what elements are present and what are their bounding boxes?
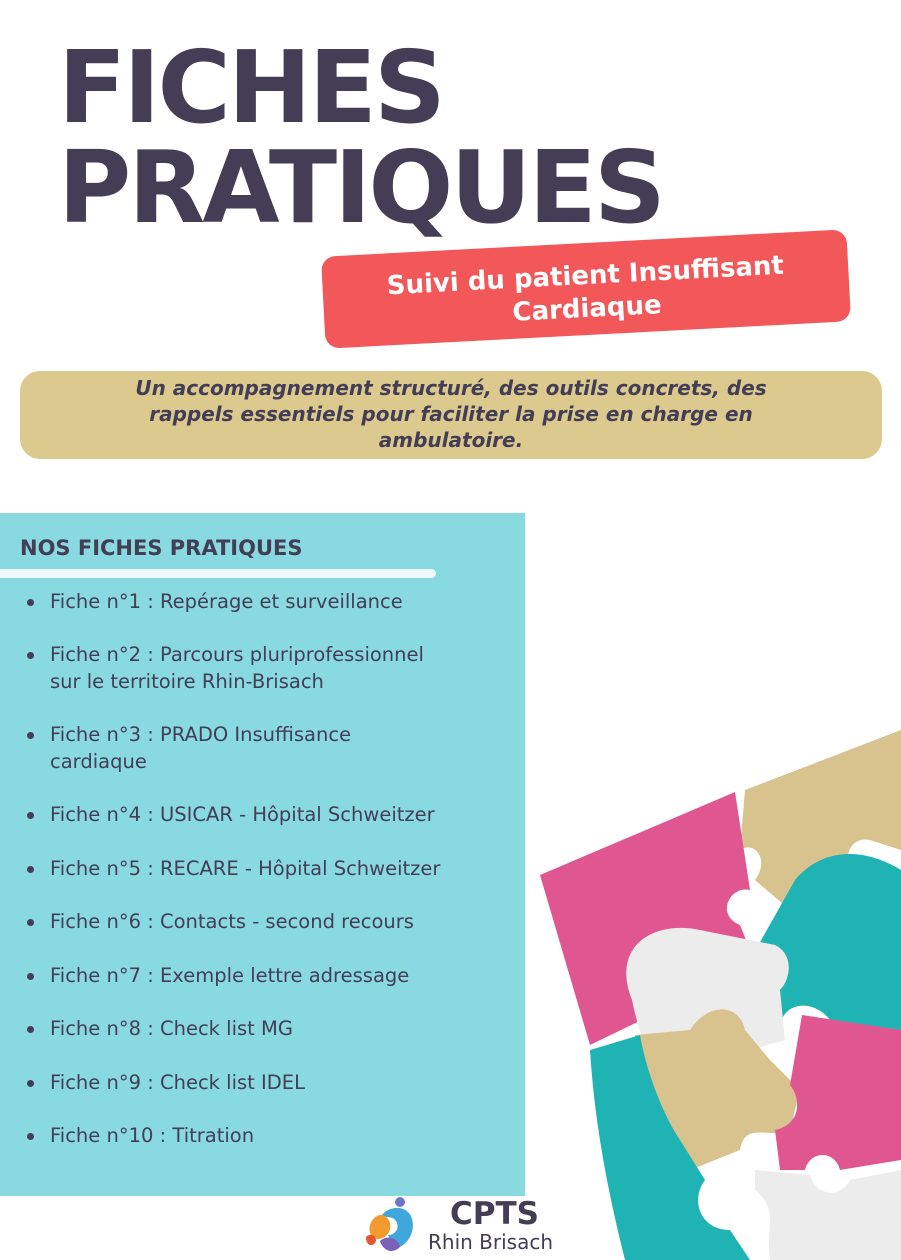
fiche-item-text: Fiche n°9 : Check list IDEL: [50, 1071, 305, 1094]
panel-heading: NOS FICHES PRATIQUES: [20, 536, 303, 560]
intro-box: [20, 371, 882, 459]
fiche-item-1: [50, 588, 510, 615]
intro-line-2: rappels essentiels pour faciliter la prise en charge en: [149, 402, 753, 426]
fiche-item-4: [50, 801, 510, 828]
cpts-logo: [360, 1193, 580, 1257]
subtitle-line-1: Suivi du patient Insuffisant: [386, 250, 785, 302]
fiche-item-2: [50, 641, 510, 695]
page-title: [58, 29, 663, 246]
fiche-item-5: [50, 855, 510, 882]
logo-name: CPTS: [450, 1196, 539, 1232]
fiches-list: [0, 513, 525, 1196]
subtitle-badge: [321, 229, 851, 348]
fiche-item-text: sur le territoire Rhin-Brisach: [50, 670, 324, 693]
fiche-item-text: Fiche n°10 : Titration: [50, 1124, 255, 1147]
puzzle-heart-illustration: [540, 730, 901, 1260]
fiche-item-7: [50, 962, 510, 989]
fiche-item-text: cardiaque: [50, 750, 147, 773]
title-line-1: FICHES: [58, 29, 443, 146]
fiche-item-text: Fiche n°5 : RECARE - Hôpital Schweitzer: [50, 857, 441, 880]
intro-line-1: Un accompagnement structuré, des outils concrets, des: [135, 376, 767, 400]
fiche-item-text: Fiche n°7 : Exemple lettre adressage: [50, 964, 410, 987]
puzzle-piece-white-bottom: [755, 1170, 901, 1260]
intro-line-3: ambulatoire.: [378, 428, 524, 452]
subtitle-line-2: Cardiaque: [511, 290, 663, 328]
fiches-panel: [0, 513, 525, 1196]
fiche-item-text: Fiche n°4 : USICAR - Hôpital Schweitzer: [50, 803, 435, 826]
fiche-item-6: [50, 908, 510, 935]
fiche-item-text: Fiche n°3 : PRADO Insuffisance: [50, 723, 352, 746]
fiche-item-text: Fiche n°8 : Check list MG: [50, 1017, 293, 1040]
fiche-item-text: Fiche n°6 : Contacts - second recours: [50, 910, 414, 933]
logo-subtitle: Rhin Brisach: [428, 1230, 554, 1254]
logo-mark-icon: [360, 1195, 422, 1255]
fiche-item-8: [50, 1015, 510, 1042]
fiche-item-3: [50, 721, 510, 775]
fiche-item-text: Fiche n°1 : Repérage et surveillance: [50, 590, 403, 613]
fiche-item-10: [50, 1122, 510, 1149]
title-line-2: PRATIQUES: [58, 129, 663, 246]
fiche-item-9: [50, 1069, 510, 1096]
fiche-item-text: Fiche n°2 : Parcours pluriprofessionnel: [50, 643, 424, 666]
